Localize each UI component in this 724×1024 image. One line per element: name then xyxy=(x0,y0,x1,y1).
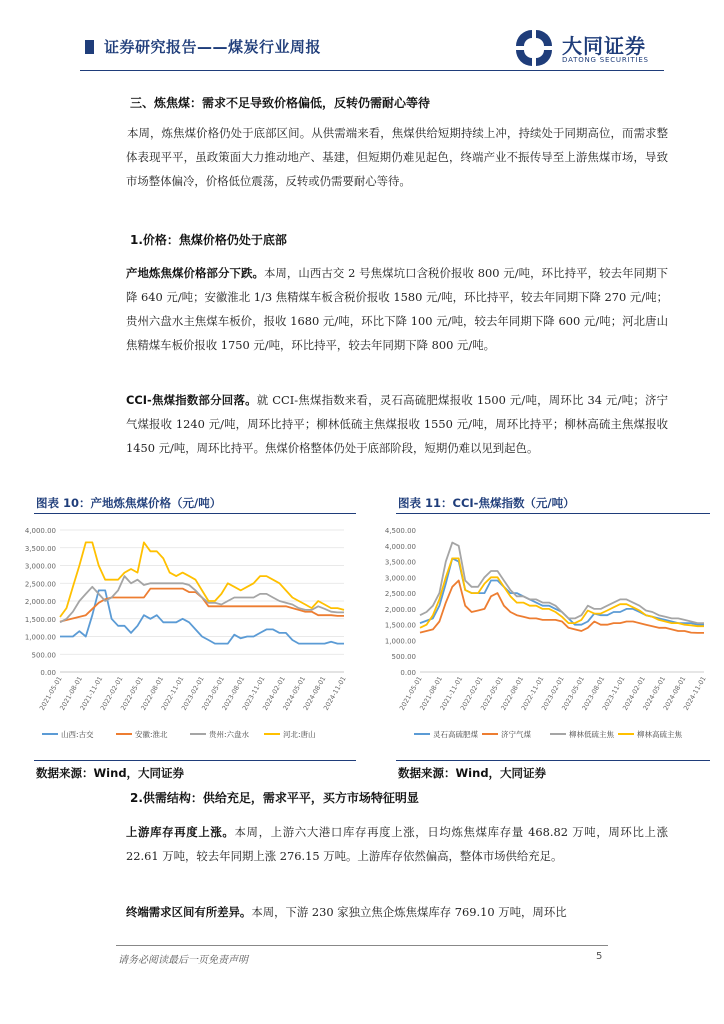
legend-label: 济宁气煤 xyxy=(501,730,531,739)
x-tick-label: 2024-05-01 xyxy=(281,675,308,712)
x-tick-label: 2021-11-01 xyxy=(438,675,465,712)
price-p2-lead: CCI-焦煤指数部分回落。 xyxy=(126,393,257,407)
series-line-4 xyxy=(60,542,344,617)
x-tick-label: 2021-11-01 xyxy=(78,675,105,712)
y-tick-label: 500.00 xyxy=(31,651,56,660)
y-tick-label: 1,500.00 xyxy=(384,621,416,630)
x-tick-label: 2022-11-01 xyxy=(159,675,186,712)
price-paragraph-2 xyxy=(126,388,668,460)
footer-divider xyxy=(116,945,608,946)
y-tick-label: 3,500.00 xyxy=(24,544,56,553)
y-tick-label: 2,000.00 xyxy=(384,605,416,614)
x-tick-label: 2023-11-01 xyxy=(600,675,627,712)
legend-label: 河北:唐山 xyxy=(283,730,316,739)
right-chart-title: 图表 11：CCI-焦煤指数（元/吨） xyxy=(398,496,575,510)
x-tick-label: 2022-08-01 xyxy=(139,675,166,712)
y-tick-label: 4,000.00 xyxy=(24,527,56,535)
supply-p2-lead: 终端需求区间有所差异。 xyxy=(126,905,252,919)
price-paragraph-1 xyxy=(126,261,668,357)
x-tick-label: 2021-05-01 xyxy=(397,675,424,712)
price-p1-lead: 产地炼焦煤价格部分下跌。 xyxy=(126,266,264,280)
x-tick-label: 2022-02-01 xyxy=(458,675,485,712)
y-tick-label: 2,500.00 xyxy=(384,590,416,599)
y-tick-label: 0.00 xyxy=(40,669,56,677)
x-tick-label: 2023-05-01 xyxy=(560,675,587,712)
left-chart-bottom-rule xyxy=(34,760,356,761)
x-tick-label: 2021-08-01 xyxy=(58,675,85,712)
x-tick-label: 2022-05-01 xyxy=(479,675,505,712)
supply-p1-body: 本周，上游六大港口库存再度上涨，日均炼焦煤库存量 468.82 万吨，周环比上涨 22.61 万吨，较去年同期上涨 276.15 万吨。上游库存依然偏高，整体市场供给充足。 xyxy=(126,825,668,863)
y-tick-label: 500.00 xyxy=(391,653,416,662)
x-tick-label: 2024-02-01 xyxy=(621,675,647,712)
y-tick-label: 2,000.00 xyxy=(24,598,56,606)
y-tick-label: 3,500.00 xyxy=(384,558,416,567)
legend-label: 灵石高硫肥煤 xyxy=(433,730,478,739)
x-tick-label: 2024-02-01 xyxy=(261,675,287,712)
y-tick-label: 1,500.00 xyxy=(24,615,56,624)
x-tick-label: 2023-02-01 xyxy=(179,675,206,712)
y-tick-label: 1,000.00 xyxy=(384,637,416,646)
report-header-title: 证券研究报告——煤炭行业周报 xyxy=(104,38,322,56)
x-tick-label: 2022-05-01 xyxy=(119,675,145,712)
section-heading: 三、炼焦煤：需求不足导致价格偏低，反转仍需耐心等待 xyxy=(130,96,431,110)
supply-p2-body: 本周，下游 230 家独立焦企炼焦煤库存 769.10 万吨，周环比 xyxy=(251,905,567,919)
x-tick-label: 2023-05-01 xyxy=(200,675,227,712)
header-divider xyxy=(80,70,664,71)
x-tick-label: 2021-05-01 xyxy=(37,675,64,712)
y-tick-label: 1,000.00 xyxy=(24,633,56,642)
right-chart-source: 数据来源：Wind，大同证券 xyxy=(398,766,547,780)
supply-heading: 2.供需结构：供给充足，需求平平，买方市场特征明显 xyxy=(130,791,419,805)
x-tick-label: 2023-08-01 xyxy=(580,675,607,712)
x-tick-label: 2022-11-01 xyxy=(519,675,546,712)
series-line-3 xyxy=(420,543,704,624)
left-chart-source: 数据来源：Wind，大同证券 xyxy=(36,766,185,780)
logo-text-en: DATONG SECURITIES xyxy=(562,56,649,64)
supply-p1-lead: 上游库存再度上涨。 xyxy=(126,825,235,839)
x-tick-label: 2022-08-01 xyxy=(499,675,526,712)
y-tick-label: 3,000.00 xyxy=(24,562,56,571)
x-tick-label: 2024-08-01 xyxy=(301,675,328,712)
legend-label: 安徽:淮北 xyxy=(135,730,168,739)
y-tick-label: 4,500.00 xyxy=(384,527,416,535)
legend-label: 贵州:六盘水 xyxy=(209,730,250,739)
x-tick-label: 2023-11-01 xyxy=(240,675,267,712)
section-intro xyxy=(126,121,668,193)
x-tick-label: 2024-05-01 xyxy=(641,675,668,712)
x-tick-label: 2024-08-01 xyxy=(661,675,688,712)
x-tick-label: 2024-11-01 xyxy=(681,675,708,712)
y-tick-label: 3,000.00 xyxy=(384,574,416,583)
series-line-2 xyxy=(420,581,704,633)
price-heading: 1.价格：焦煤价格仍处于底部 xyxy=(130,233,287,247)
left-chart-title: 图表 10：产地炼焦煤价格（元/吨） xyxy=(36,496,222,510)
left-chart-rule xyxy=(34,513,356,514)
intro-text: 本周，炼焦煤价格仍处于底部区间。从供需端来看，焦煤供给短期持续上冲，持续处于同期高位，而需求整体表现平平，虽政策面大力推动地产、基建，但短期仍难见起色，终端产业不振传导至上游焦煤市场，导致市场整体偏冷，价格低位震荡，反转或仍需要耐心等待。 xyxy=(126,126,668,188)
x-tick-label: 2023-02-01 xyxy=(539,675,566,712)
x-tick-label: 2023-08-01 xyxy=(220,675,247,712)
price-p2-body: 就 CCI-焦煤指数来看，灵石高硫肥煤报收 1500 元/吨，周环比 34 元/吨；济宁气煤报收 1240 元/吨，周环比持平；柳林低硫主焦煤报收 1550 元/吨，周环比持平；柳林高硫主焦煤报收 1450 元/吨，周环比持平。焦煤价格整体仍处于底部阶段，短期仍难以见到起色。 xyxy=(126,393,668,455)
right-chart-bottom-rule xyxy=(396,760,710,761)
y-tick-label: 4,000.00 xyxy=(384,542,416,551)
coking-coal-price-chart xyxy=(12,520,352,746)
cci-index-chart xyxy=(372,520,712,746)
legend-label: 柳林低硫主焦 xyxy=(569,730,614,739)
x-tick-label: 2024-11-01 xyxy=(321,675,348,712)
supply-paragraph-2 xyxy=(126,900,668,924)
y-tick-label: 0.00 xyxy=(400,669,416,677)
legend-label: 山西:古交 xyxy=(61,730,94,739)
x-tick-label: 2021-08-01 xyxy=(418,675,445,712)
footer-disclaimer: 请务必阅读最后一页免责声明 xyxy=(118,955,248,966)
y-tick-label: 2,500.00 xyxy=(24,580,56,589)
series-line-2 xyxy=(60,589,344,622)
price-p1-body: 本周，山西古交 2 号焦煤坑口含税价报收 800 元/吨，环比持平，较去年同期下降 640 元/吨；安徽淮北 1/3 焦精煤车板含税价报收 1580 元/吨，环比持平，较去年同期下降 270 元/吨；贵州六盘水主焦煤车板价，报收 1680 元/吨，环比下降 100 元/吨，较去年同期下降 600 元/吨；河北唐山焦精煤车板价报收 1750 元/吨，环比持平，较去年同期下降 800 元/吨。 xyxy=(126,266,668,352)
legend-label: 柳林高硫主焦 xyxy=(637,730,682,739)
logo-text-cn: 大同证券 xyxy=(562,34,646,58)
right-chart-rule xyxy=(396,513,710,514)
supply-paragraph-1 xyxy=(126,820,668,868)
page-number: 5 xyxy=(596,951,603,962)
x-tick-label: 2022-02-01 xyxy=(98,675,125,712)
header-square-icon xyxy=(85,40,94,54)
